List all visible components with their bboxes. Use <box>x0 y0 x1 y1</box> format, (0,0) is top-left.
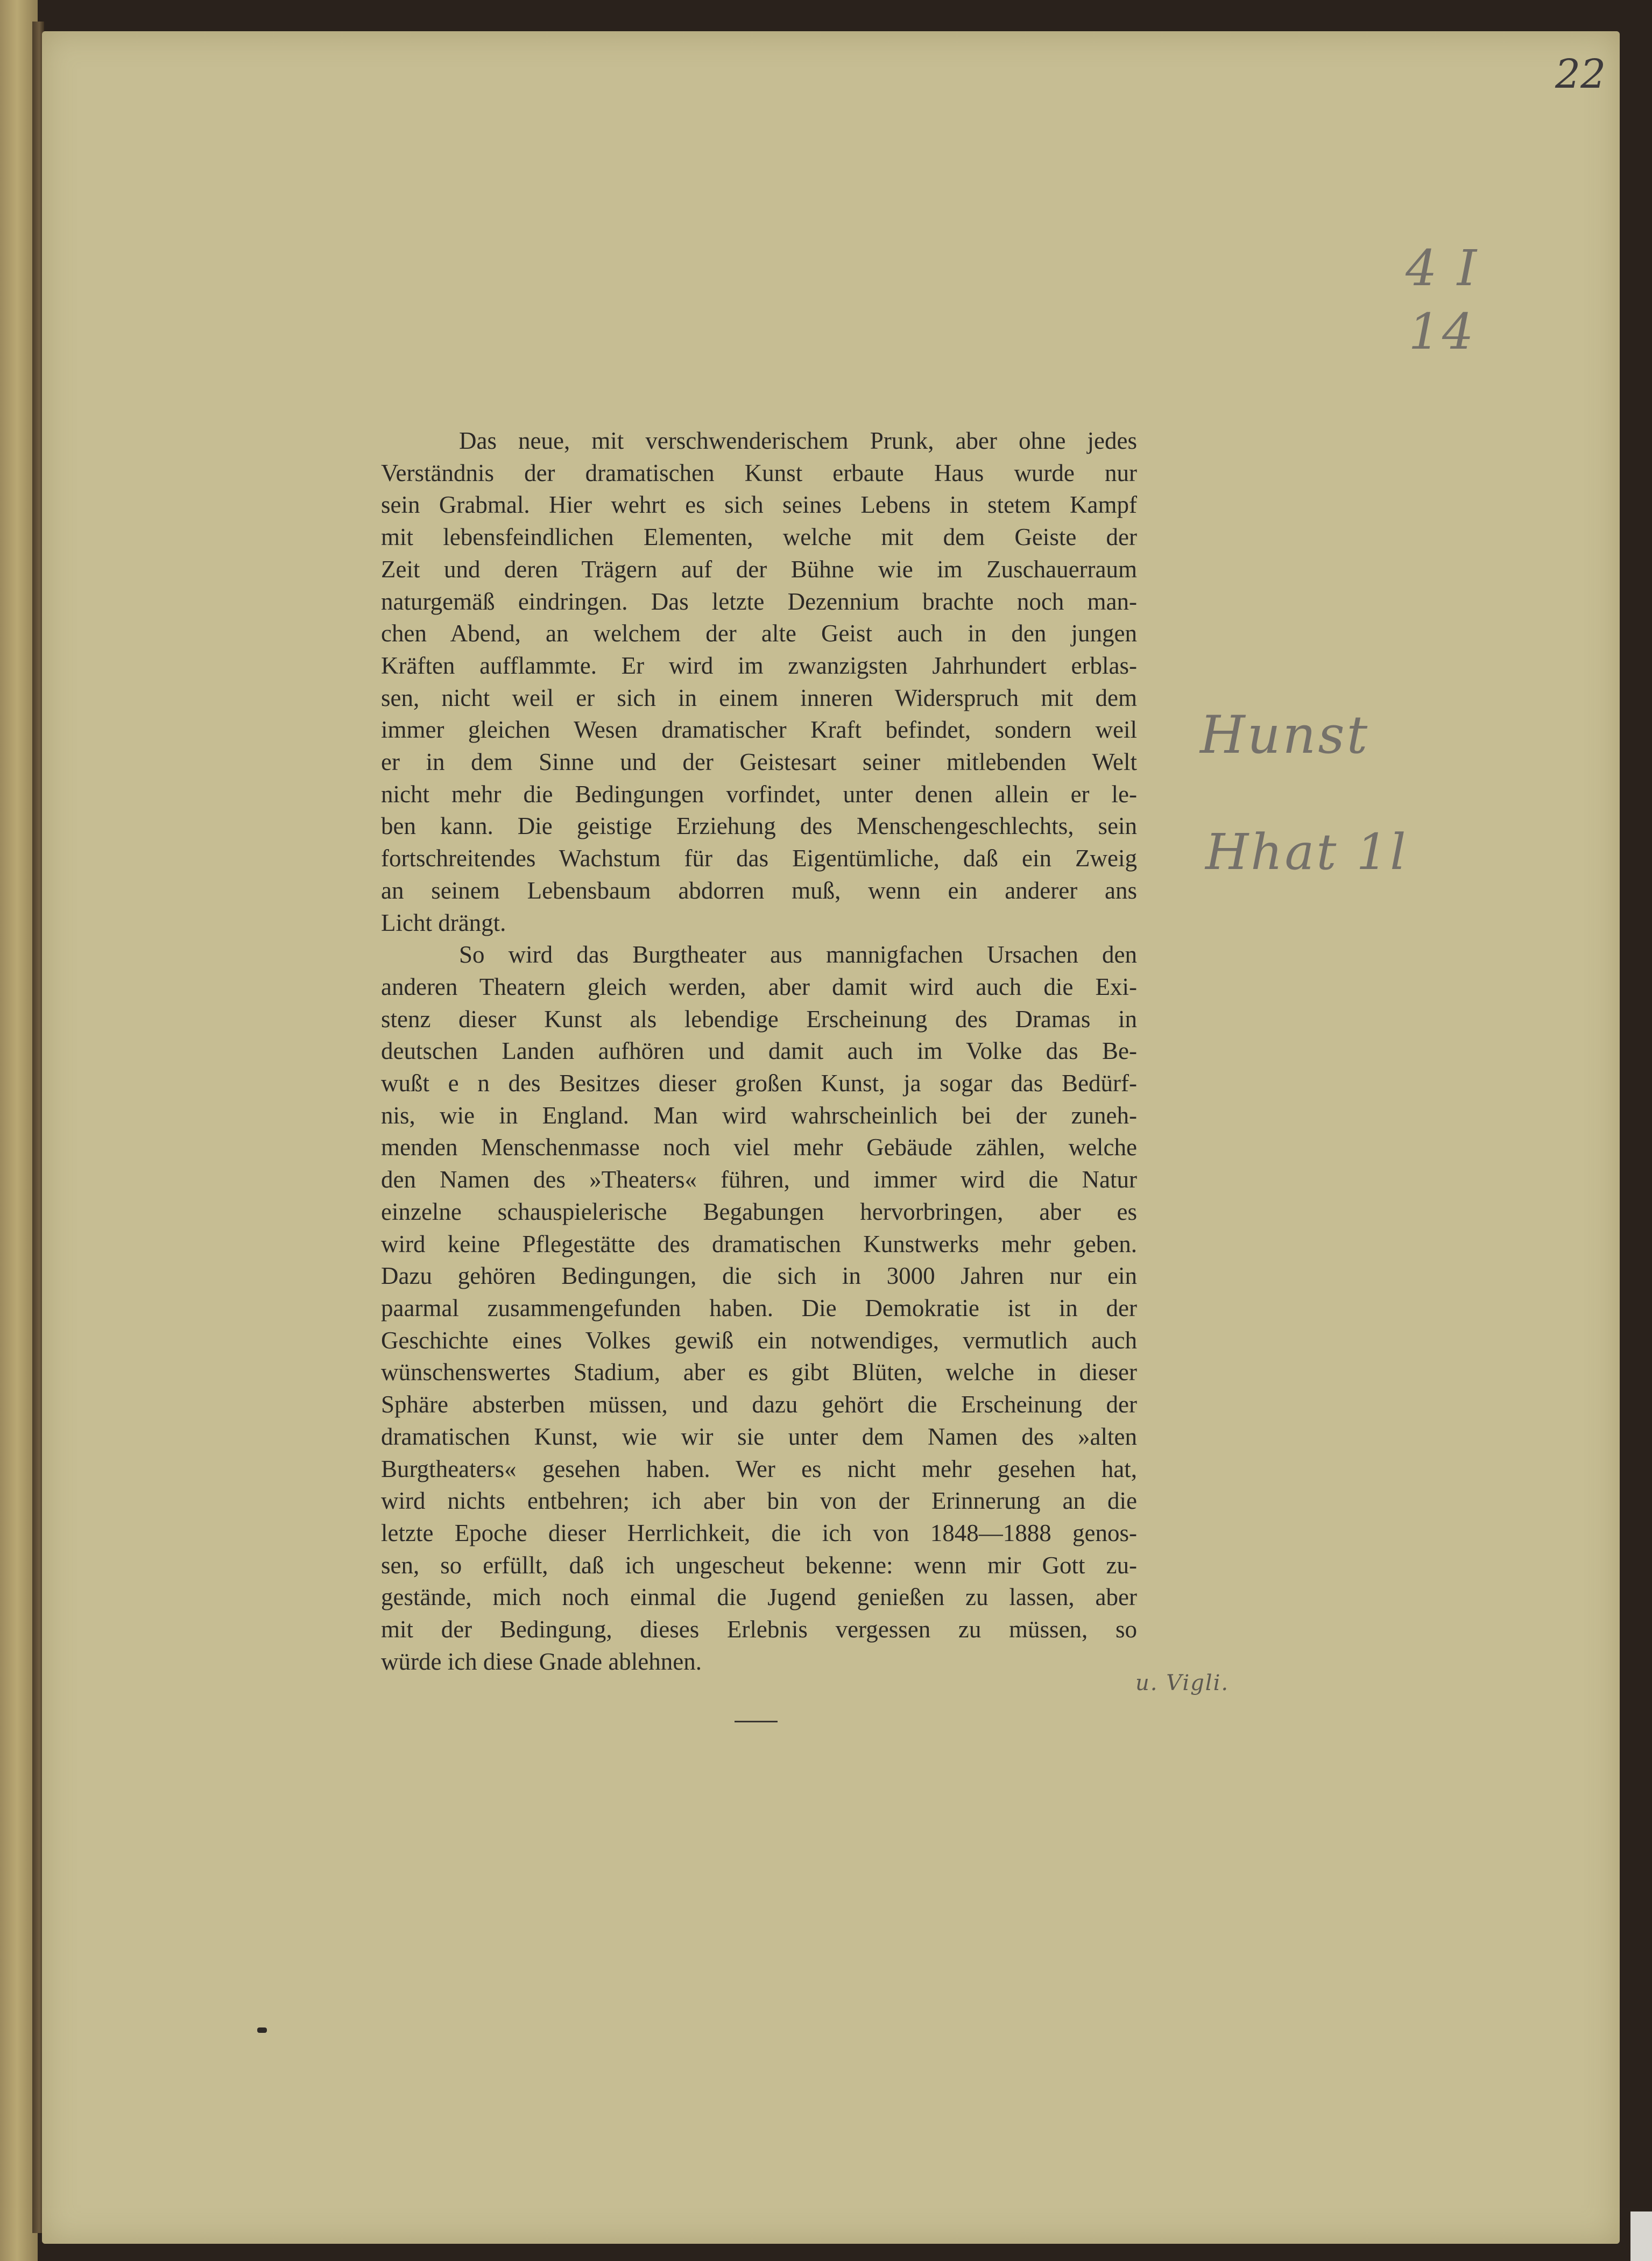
paragraph-2 <box>381 939 1137 1678</box>
text-line: wußt e n des Besitzes dieser großen Kunst, ja sogar das Bedürf- <box>381 1070 1137 1097</box>
text-line: Kräften aufflammte. Er wird im zwanzigsten Jahrhundert erblas- <box>381 652 1137 679</box>
handwritten-reference <box>1394 237 1491 364</box>
text-line: an seinem Lebensbaum abdorren muß, wenn ein anderer ans <box>381 877 1137 904</box>
text-line: naturgemäß eindringen. Das letzte Dezennium brachte noch man- <box>381 588 1137 615</box>
text-line: wünschenswertes Stadium, aber es gibt Blüten, welche in dieser <box>381 1359 1137 1386</box>
text-line: den Namen des »Theaters« führen, und immer wird die Natur <box>381 1166 1137 1193</box>
text-line: Sphäre absterben müssen, und dazu gehört die Erscheinung der <box>381 1391 1137 1418</box>
text-line: mit der Bedingung, dieses Erlebnis vergessen zu müssen, so <box>381 1616 1137 1643</box>
text-line: Zeit und deren Trägern auf der Bühne wie im Zuschauerraum <box>381 555 1137 583</box>
text-line: immer gleichen Wesen dramatischer Kraft befindet, sondern weil <box>381 716 1137 744</box>
text-line: sen, nicht weil er sich in einem inneren Widerspruch mit dem <box>381 684 1137 711</box>
margin-note-correction-1: Hunst <box>1200 705 1370 765</box>
text-line: menden Menschenmasse noch viel mehr Gebäude zählen, welche <box>381 1134 1137 1161</box>
text-line: Dazu gehören Bedingungen, die sich in 3000 Jahren nur ein <box>381 1262 1137 1290</box>
text-line: Licht drängt. <box>381 909 506 936</box>
text-line: wird keine Pflegestätte des dramatischen Kunstwerks mehr geben. <box>381 1230 1137 1257</box>
handwritten-reference-line2: 14 <box>1408 303 1476 361</box>
margin-note-correction-2: Hhat 1l <box>1205 823 1408 881</box>
body-text <box>381 425 1137 1678</box>
end-rule <box>735 1721 778 1722</box>
page-number: 22 <box>1555 51 1606 97</box>
text-line: gestände, mich noch einmal die Jugend genießen zu lassen, aber <box>381 1584 1137 1611</box>
text-line: einzelne schauspielerische Begabungen hervorbringen, aber es <box>381 1198 1137 1225</box>
text-line: sein Grabmal. Hier wehrt es sich seines Lebens in stetem Kampf <box>381 491 1137 519</box>
ink-mark <box>257 2027 267 2033</box>
text-line: anderen Theatern gleich werden, aber damit wird auch die Exi- <box>381 973 1137 1000</box>
handwritten-initials: u. Vigli. <box>1135 1671 1230 1695</box>
text-line: stenz dieser Kunst als lebendige Erscheinung des Dramas in <box>381 1005 1137 1033</box>
text-line: wird nichts entbehren; ich aber bin von der Erinnerung an die <box>381 1487 1137 1515</box>
text-line: nis, wie in England. Man wird wahrscheinlich bei der zuneh- <box>381 1101 1137 1129</box>
text-line: fortschreitendes Wachstum für das Eigentümliche, daß ein Zweig <box>381 845 1137 872</box>
text-line: Verständnis der dramatischen Kunst erbaute Haus wurde nur <box>381 459 1137 486</box>
paragraph-1 <box>381 425 1137 939</box>
text-line: Geschichte eines Volkes gewiß ein notwendiges, vermutlich auch <box>381 1326 1137 1354</box>
text-line: würde ich diese Gnade ablehnen. <box>381 1648 702 1675</box>
text-line: Das neue, mit verschwenderischem Prunk, aber ohne jedes <box>459 427 1137 454</box>
text-line: er in dem Sinne und der Geistesart seiner mitlebenden Welt <box>381 748 1137 776</box>
corner-tab <box>1630 2211 1652 2261</box>
text-line: mit lebensfeindlichen Elementen, welche mit dem Geiste der <box>381 524 1137 551</box>
text-line: nicht mehr die Bedingungen vorfindet, unter denen allein er le- <box>381 780 1137 808</box>
text-line: So wird das Burgtheater aus mannigfachen Ursachen den <box>459 941 1137 969</box>
text-line: dramatischen Kunst, wie wir sie unter dem Namen des »alten <box>381 1423 1137 1450</box>
text-line: paarmal zusammengefunden haben. Die Demokratie ist in der <box>381 1294 1137 1322</box>
text-line: chen Abend, an welchem der alte Geist auch in den jungen <box>381 620 1137 647</box>
text-line: letzte Epoche dieser Herrlichkeit, die ich von 1848—1888 genos- <box>381 1519 1137 1546</box>
text-line: Burgtheaters« gesehen haben. Wer es nicht mehr gesehen hat, <box>381 1455 1137 1482</box>
handwritten-reference-line1: 4 I <box>1405 239 1479 297</box>
text-line: deutschen Landen aufhören und damit auch im Volke das Be- <box>381 1037 1137 1065</box>
text-line: ben kann. Die geistige Erziehung des Menschengeschlechts, sein <box>381 812 1137 840</box>
text-line: sen, so erfüllt, daß ich ungescheut bekenne: wenn mir Gott zu- <box>381 1551 1137 1579</box>
